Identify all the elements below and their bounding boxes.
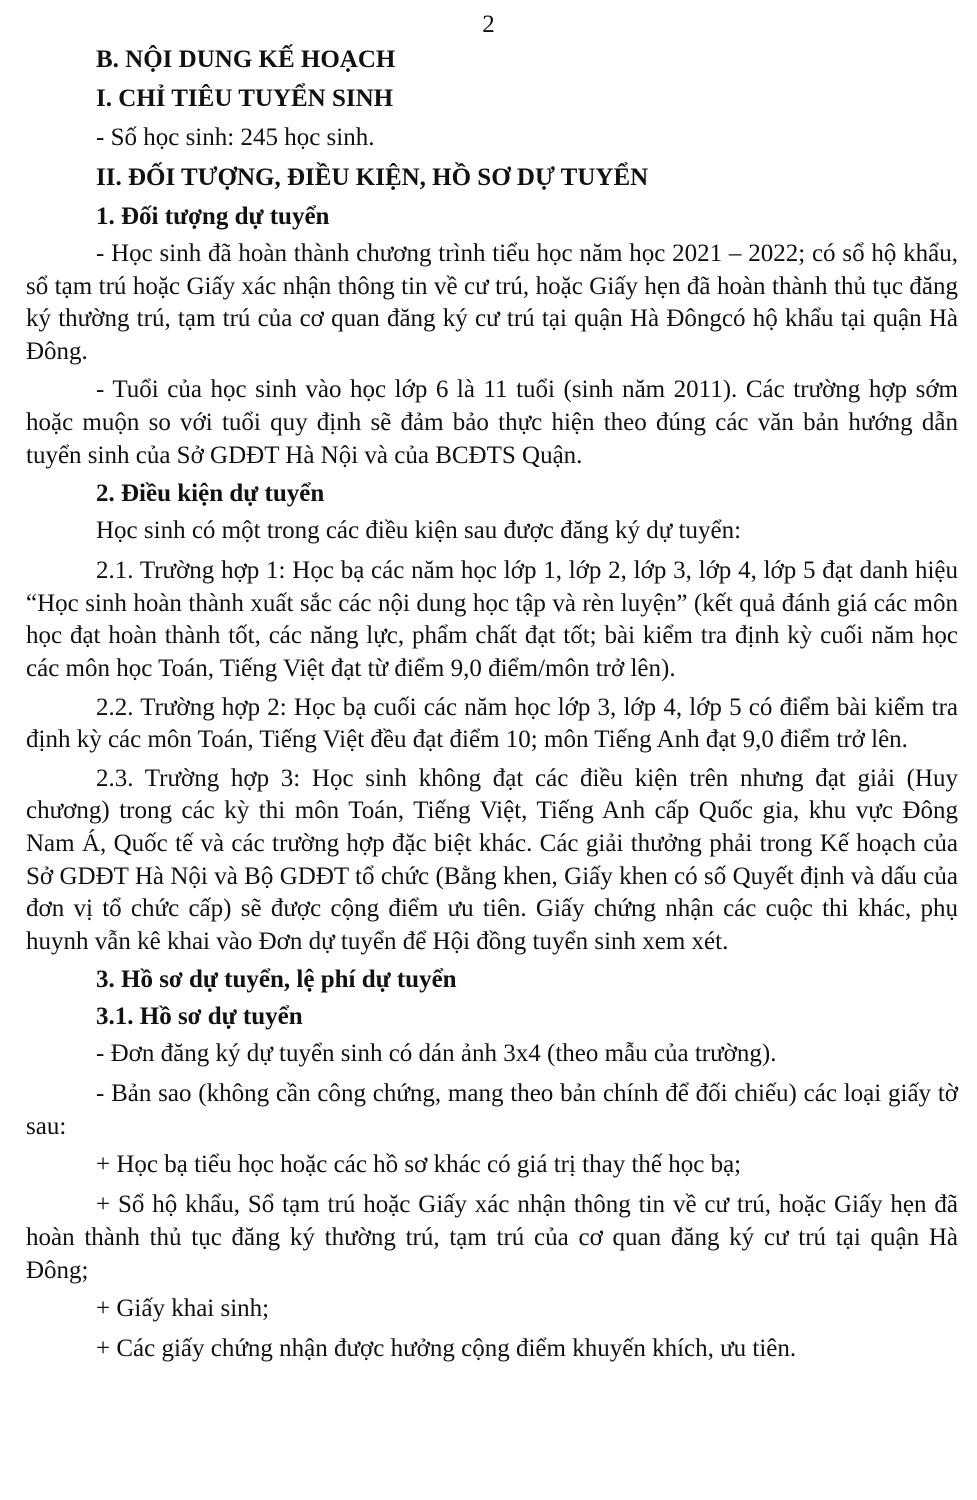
heading-section-ii: II. ĐỐI TƯỢNG, ĐIỀU KIỆN, HỒ SƠ DỰ TUYỂN [96,164,649,191]
target-paragraph-2: - Tuổi của học sinh vào học lớp 6 là 11 tuổi (sinh năm 2011). Các trường hợp sớm hoặc muộn so với tuổi quy định sẽ đảm bảo thực hiện theo đúng các văn bản hướng dẫn tuyển sinh của Sở GDĐT Hà Nội và của BCĐTS Quận. [26,376,958,469]
condition-case-2: 2.2. Trường hợp 2: Học bạ cuối các năm học lớp 3, lớp 4, lớp 5 có điểm bài kiểm tra định kỳ các môn Toán, Tiếng Việt đều đạt điểm 10; môn Tiếng Anh đạt 9,0 điểm trở lên. [26,693,958,754]
document-subitem-transcript: + Học bạ tiểu học hoặc các hồ sơ khác có giá trị thay thế học bạ; [96,1151,742,1179]
condition-case-3: 2.3. Trường hợp 3: Học sinh không đạt các điều kiện trên nhưng đạt giải (Huy chương) trong các kỳ thi môn Toán, Tiếng Việt, Tiếng Anh cấp Quốc gia, khu vực Đông Nam Á, Quốc tế và các trường hợp đặc biệt khác. Các giải thưởng phải trong Kế hoạch của Sở GDĐT Hà Nội và Bộ GDĐT tổ chức (Bằng khen, Giấy khen có số Quyết định và dấu của đơn vị tổ chức cấp) sẽ được cộng điểm ưu tiên. Giấy chứng nhận các cuộc thi khác, phụ huynh vẫn kê khai vào Đơn dự tuyển để Hội đồng tuyển sinh xem xét. [26,764,958,955]
document-subitem-residence: + Sổ hộ khẩu, Sổ tạm trú hoặc Giấy xác nhận thông tin về cư trú, hoặc Giấy hẹn đã hoàn thành thủ tục đăng ký thường trú, tạm trú của cơ quan đăng ký cư trú tại quận Hà Đông; [26,1191,958,1284]
heading-section-i: I. CHỈ TIÊU TUYỂN SINH [96,85,394,112]
document-subitem-birth-certificate: + Giấy khai sinh; [96,1295,270,1323]
document-item-application: - Đơn đăng ký dự tuyển sinh có dán ảnh 3x4 (theo mẫu của trường). [96,1040,777,1068]
condition-case-1: 2.1. Trường hợp 1: Học bạ các năm học lớp 1, lớp 2, lớp 3, lớp 4, lớp 5 đạt danh hiệu “Học sinh hoàn thành xuất sắc các nội dung học tập và rèn luyện” (kết quả đánh giá các môn học đạt hoàn thành tốt, các năng lực, phẩm chất đạt tốt; bài kiểm tra định kỳ cuối năm học các môn học Toán, Tiếng Việt đạt từ điểm 9,0 điểm/môn trở lên). [26,557,958,682]
quota-text: - Số học sinh: 245 học sinh. [96,124,375,151]
heading-documents: 3.1. Hồ sơ dự tuyển [96,1003,303,1031]
conditions-intro: Học sinh có một trong các điều kiện sau được đăng ký dự tuyển: [96,517,742,545]
heading-conditions: 2. Điều kiện dự tuyển [96,480,325,508]
heading-target: 1. Đối tượng dự tuyển [96,203,330,230]
heading-documents-fees: 3. Hồ sơ dự tuyển, lệ phí dự tuyển [96,966,457,994]
page-number: 2 [482,11,495,38]
document-subitem-certificates: + Các giấy chứng nhận được hưởng cộng điểm khuyến khích, ưu tiên. [96,1335,797,1363]
document-item-copies: - Bản sao (không cần công chứng, mang theo bản chính để đối chiếu) các loại giấy tờ sau: [26,1080,958,1140]
document-body [26,44,958,1373]
target-paragraph-1: - Học sinh đã hoàn thành chương trình tiểu học năm học 2021 – 2022; có sổ hộ khẩu, sổ tạm trú hoặc Giấy xác nhận thông tin về cư trú, hoặc Giấy hẹn đã hoàn thành thủ tục đăng ký thường trú, tạm trú của cơ quan đăng ký cư trú tại quận Hà Đôngcó hộ khẩu tại quận Hà Đông. [26,240,958,365]
heading-section-b: B. NỘI DUNG KẾ HOẠCH [96,46,396,73]
